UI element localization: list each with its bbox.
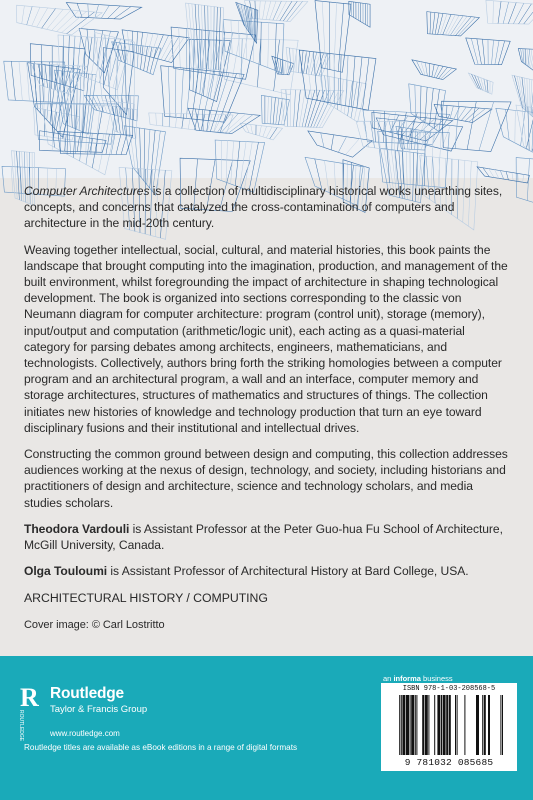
art-hatch-line — [143, 33, 147, 55]
art-hatch-line — [354, 83, 361, 120]
art-hatch-line — [390, 115, 399, 132]
art-hatch-line — [285, 61, 286, 75]
art-shape — [496, 108, 533, 164]
art-hatch-line — [268, 23, 269, 68]
art-hatch-line — [506, 172, 508, 180]
art-hatch-line — [340, 55, 341, 105]
art-hatch-line — [113, 40, 126, 88]
art-shape — [363, 110, 450, 144]
barcode-bar — [455, 695, 456, 755]
publisher-name: Routledge — [50, 685, 124, 702]
art-hatch-line — [314, 90, 330, 127]
audience-paragraph: Constructing the common ground between design and computing, this collection addresses audiences working at the nexus of design, technology, and society, including historians and practitioners of design and architecture, science and technology scholars, and media studies scholars. — [24, 447, 508, 510]
art-hatch-line — [196, 39, 199, 92]
barcode-bar — [449, 695, 451, 755]
art-hatch-line — [259, 1, 260, 19]
cover-credit: Cover image: © Carl Lostritto — [24, 618, 165, 631]
barcode-bar — [476, 695, 479, 755]
art-hatch-line — [477, 39, 482, 65]
art-hatch-line — [22, 6, 25, 24]
art-hatch-line — [158, 35, 169, 58]
art-hatch-line — [299, 90, 305, 127]
art-hatch-line — [63, 66, 73, 92]
art-hatch-line — [481, 78, 484, 91]
barcode-bar — [464, 695, 465, 755]
art-hatch-line — [425, 63, 427, 76]
art-hatch-line — [498, 1, 501, 23]
art-hatch-line — [287, 1, 303, 21]
art-hatch-line — [235, 141, 240, 185]
art-hatch-line — [259, 126, 261, 136]
art-hatch-line — [482, 39, 484, 64]
art-hatch-line — [168, 66, 170, 116]
art-hatch-line — [503, 2, 508, 24]
barcode-bars — [391, 695, 507, 757]
art-hatch-line — [154, 35, 163, 58]
barcode-bar — [484, 695, 486, 755]
art-hatch-line — [19, 61, 22, 100]
art-shape — [17, 5, 103, 35]
art-hatch-line — [432, 64, 434, 77]
art-shape — [349, 1, 370, 27]
art-hatch-line — [231, 141, 234, 184]
art-hatch-line — [27, 61, 30, 100]
art-hatch-line — [455, 101, 459, 148]
art-hatch-line — [11, 61, 15, 100]
art-hatch-line — [420, 86, 421, 119]
art-hatch-line — [273, 98, 275, 125]
book-title: Computer Architectures — [24, 184, 150, 198]
art-hatch-line — [121, 135, 126, 155]
art-hatch-line — [446, 105, 447, 117]
art-hatch-line — [500, 171, 503, 180]
art-hatch-line — [147, 130, 150, 185]
art-hatch-line — [450, 106, 453, 118]
art-hatch-line — [493, 1, 494, 24]
art-hatch-line — [257, 39, 261, 87]
barcode-bar — [443, 695, 446, 755]
routledge-logo-icon — [18, 683, 46, 742]
art-hatch-line — [523, 49, 524, 64]
barcode-bar — [437, 695, 440, 755]
art-hatch-line — [244, 142, 252, 189]
art-hatch-line — [188, 114, 191, 129]
art-hatch-line — [169, 113, 170, 126]
art-hatch-line — [136, 32, 137, 53]
art-hatch-line — [386, 131, 390, 182]
art-hatch-line — [430, 12, 431, 34]
art-hatch-line — [453, 16, 467, 35]
barcode-bar — [457, 695, 458, 755]
art-hatch-line — [329, 77, 331, 106]
art-hatch-line — [268, 96, 269, 123]
art-hatch-line — [433, 13, 435, 35]
publisher-brand — [50, 685, 147, 738]
art-hatch-line — [489, 169, 494, 178]
author-name: Olga Touloumi — [24, 564, 108, 579]
art-hatch-line — [322, 1, 326, 68]
art-hatch-line — [425, 87, 427, 122]
art-hatch-line — [363, 121, 368, 147]
barcode-bar — [446, 695, 448, 755]
description-paragraph: Weaving together intellectual, social, cultural, and material histories, this book paints the landscape that brought computing into the imagination, production, and management of the built environment, whilst foregrounding the impact of architecture in shaping technological development. The book is organized into sections corresponding to the classic von Neumann diagram for computer architecture: program (control unit), storage (memory), input/output and computation (arithmetic/logic unit), each acting as a quasi-material category for parsing debates among architects, engineers, mathematicians, and technologists. Collectively, authors bring forth the striking homologies between a computer program and an architectural program, a wall and an interface, computer memory and storage architectures, structures of mathematics and structures of things. The collection initiates new histories of knowledge and technology production that turn an eye toward disciplinary fusions and their institutional and intellectual drives. — [24, 242, 508, 435]
art-hatch-line — [304, 51, 307, 74]
isbn-label: ISBN 978-1-03-208568-5 — [402, 685, 496, 693]
art-hatch-line — [280, 59, 282, 74]
art-hatch-line — [140, 46, 143, 69]
barcode-bar — [428, 695, 429, 755]
art-hatch-line — [371, 121, 375, 148]
art-hatch-line — [523, 174, 524, 182]
art-hatch-line — [114, 7, 131, 19]
art-hatch-line — [203, 71, 214, 120]
art-hatch-line — [454, 106, 460, 119]
art-hatch-line — [73, 72, 74, 128]
art-hatch-line — [331, 135, 333, 150]
art-hatch-line — [181, 68, 184, 118]
barcode-bar — [401, 695, 402, 755]
art-hatch-line — [108, 6, 121, 19]
art-hatch-line — [156, 113, 157, 125]
isbn-barcode — [381, 683, 517, 771]
art-hatch-line — [168, 37, 184, 61]
barcode-bar — [406, 695, 409, 755]
informa-business-label: an informa business — [383, 674, 453, 683]
art-hatch-line — [495, 40, 499, 64]
art-shape — [468, 73, 493, 94]
author-bio-touloumi: Olga Touloumi is Assistant Professor of Architectural History at Bard College, USA. — [24, 564, 469, 579]
art-shape — [244, 1, 307, 22]
barcode-bar — [434, 695, 435, 755]
barcode-bar — [425, 695, 428, 755]
art-hatch-line — [44, 65, 45, 117]
art-hatch-line — [434, 89, 439, 128]
art-hatch-line — [197, 70, 206, 119]
art-hatch-line — [498, 41, 504, 65]
art-hatch-line — [47, 9, 64, 29]
art-hatch-line — [430, 88, 434, 125]
art-hatch-line — [415, 85, 416, 117]
ebook-note: Routledge titles are available as eBook editions in a range of digital formats — [24, 743, 298, 752]
art-hatch-line — [374, 111, 376, 143]
barcode-bar — [482, 695, 483, 755]
art-hatch-line — [431, 132, 433, 186]
art-hatch-line — [263, 1, 266, 19]
isbn-digits: 9 781032 085685 — [404, 757, 494, 768]
barcode-bar — [411, 695, 414, 755]
art-hatch-line — [455, 17, 471, 36]
barcode-bar — [399, 695, 400, 755]
art-hatch-line — [526, 112, 533, 148]
logo-side-text: ROUTLEDGE — [18, 710, 24, 742]
art-shape — [518, 49, 533, 73]
art-hatch-line — [266, 1, 271, 20]
art-shape — [477, 167, 529, 183]
art-hatch-line — [182, 114, 184, 129]
logo-letter: R — [20, 683, 39, 712]
art-hatch-line — [42, 9, 56, 29]
art-hatch-line — [67, 12, 95, 34]
art-hatch-line — [406, 128, 408, 149]
art-hatch-line — [334, 3, 337, 71]
art-hatch-line — [316, 54, 323, 76]
art-hatch-line — [45, 64, 48, 87]
art-hatch-line — [122, 96, 124, 118]
art-hatch-line — [270, 97, 272, 124]
art-hatch-line — [129, 127, 135, 171]
art-hatch-line — [421, 62, 425, 76]
art-hatch-line — [116, 135, 121, 155]
art-hatch-line — [251, 124, 253, 133]
art-hatch-line — [394, 132, 397, 184]
art-hatch-line — [101, 5, 109, 18]
author-name: Theodora Vardouli — [24, 521, 130, 536]
art-hatch-line — [50, 66, 57, 123]
art-hatch-line — [86, 133, 87, 154]
author-bio-vardouli: Theodora Vardouli is Assistant Professor at the Peter Guo-hua Fu School of Architecture, McGill University, Canada. — [24, 521, 503, 553]
art-hatch-line — [276, 98, 279, 124]
art-hatch-line — [314, 53, 320, 75]
art-hatch-line — [192, 70, 199, 119]
art-shape — [315, 1, 351, 73]
publisher-url: www.routledge.com — [50, 729, 120, 738]
art-hatch-line — [263, 126, 267, 137]
art-hatch-line — [51, 65, 52, 89]
art-hatch-line — [99, 106, 112, 171]
art-hatch-line — [266, 127, 272, 138]
art-hatch-line — [144, 129, 145, 181]
art-hatch-line — [415, 130, 416, 150]
art-hatch-line — [88, 4, 89, 18]
barcode-bar — [422, 695, 424, 755]
art-hatch-line — [492, 40, 494, 65]
art-hatch-line — [434, 65, 439, 77]
art-hatch-line — [82, 37, 87, 76]
art-hatch-line — [87, 29, 90, 58]
art-hatch-line — [241, 39, 242, 83]
art-hatch-line — [130, 44, 131, 65]
art-hatch-line — [101, 95, 107, 113]
art-hatch-line — [471, 38, 478, 64]
barcode-bar — [402, 695, 405, 755]
subject-category: ARCHITECTURAL HISTORY / COMPUTING — [24, 591, 268, 606]
art-hatch-line — [311, 53, 317, 75]
art-hatch-line — [338, 78, 339, 109]
art-hatch-line — [408, 118, 426, 137]
art-hatch-line — [440, 14, 447, 35]
art-hatch-line — [293, 90, 295, 127]
art-hatch-line — [479, 102, 494, 151]
barcode-bar — [410, 695, 411, 755]
art-hatch-line — [137, 45, 138, 68]
art-hatch-line — [140, 128, 141, 177]
art-hatch-line — [487, 80, 488, 93]
art-hatch-line — [296, 90, 300, 127]
art-hatch-line — [86, 37, 92, 77]
art-hatch-line — [341, 79, 343, 111]
art-hatch-line — [273, 1, 281, 20]
art-hatch-line — [436, 66, 443, 78]
barcode-bar — [502, 695, 503, 755]
art-hatch-line — [129, 109, 130, 137]
art-hatch-line — [461, 108, 472, 121]
art-hatch-line — [226, 141, 227, 183]
art-hatch-line — [418, 130, 421, 149]
art-hatch-line — [269, 1, 276, 20]
barcode-bar — [488, 695, 490, 755]
art-hatch-line — [201, 5, 203, 69]
art-hatch-line — [214, 7, 215, 70]
art-hatch-line — [75, 132, 76, 153]
art-hatch-line — [329, 2, 330, 70]
art-hatch-line — [293, 49, 294, 72]
art-shape — [516, 105, 533, 163]
art-hatch-line — [495, 170, 499, 179]
art-hatch-line — [208, 6, 209, 69]
art-shape — [516, 158, 533, 218]
art-hatch-line — [345, 139, 359, 155]
publisher-group: Taylor & Francis Group — [50, 704, 148, 715]
intro-paragraph: Computer Architectures is a collection of multidisciplinary historical works unearthing sites, concepts, and concerns that catalyzed the cross-contamination of computers and architecture in the mid-20th century. — [24, 184, 503, 231]
art-hatch-line — [527, 49, 528, 65]
art-hatch-line — [53, 67, 63, 127]
art-hatch-line — [150, 34, 158, 57]
art-hatch-line — [338, 137, 346, 153]
art-hatch-line — [325, 76, 328, 104]
back-cover-text — [24, 183, 514, 633]
art-hatch-line — [77, 137, 79, 152]
art-hatch-line — [217, 113, 231, 133]
art-hatch-line — [202, 110, 203, 131]
art-hatch-line — [218, 7, 220, 69]
art-hatch-line — [186, 69, 191, 119]
art-hatch-line — [79, 73, 81, 130]
art-hatch-line — [179, 28, 181, 70]
art-hatch-line — [519, 4, 532, 24]
art-hatch-line — [321, 133, 324, 148]
art-hatch-line — [77, 36, 80, 74]
barcode-bar — [416, 695, 417, 755]
cover-artwork — [0, 0, 533, 178]
art-hatch-line — [245, 124, 249, 133]
art-hatch-line — [261, 22, 262, 65]
art-hatch-line — [529, 79, 530, 113]
art-hatch-line — [398, 121, 400, 151]
art-hatch-line — [73, 104, 76, 157]
art-hatch-line — [514, 76, 522, 108]
barcode-bar — [441, 695, 442, 755]
art-hatch-line — [100, 38, 109, 82]
abstract-pattern-illustration — [0, 0, 533, 178]
art-hatch-line — [205, 5, 206, 68]
barcode-bar — [415, 695, 416, 755]
art-hatch-line — [384, 111, 385, 142]
art-hatch-line — [86, 105, 94, 164]
barcode-bar — [500, 695, 501, 755]
art-shape — [4, 61, 65, 102]
art-hatch-line — [27, 7, 32, 25]
art-hatch-line — [512, 172, 513, 180]
